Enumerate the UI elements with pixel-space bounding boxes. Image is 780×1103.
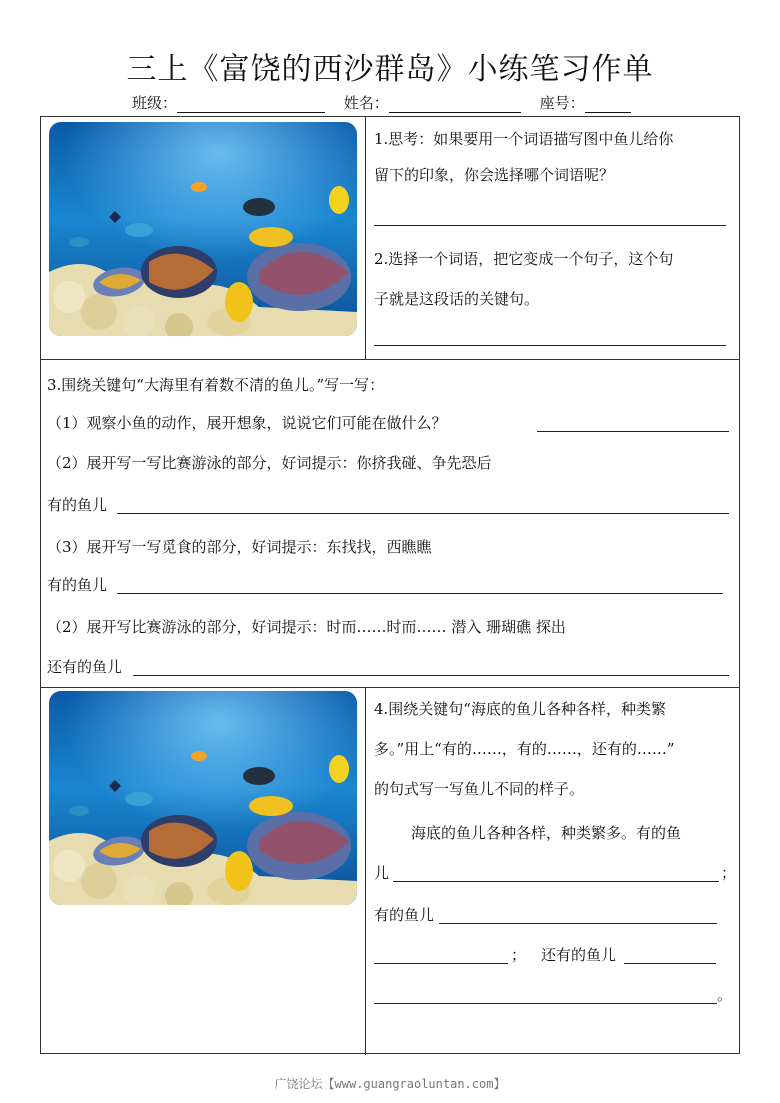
q3-part3-answer-label: 有的鱼儿 [47, 576, 108, 594]
student-info-row [132, 92, 645, 113]
q4-text-line3: 的句式写一写鱼儿不同的样子。 [374, 780, 585, 798]
q4-answer-line-1[interactable] [393, 881, 719, 882]
q3-part3: （3）展开写一写觅食的部分，好词提示：东找找，西瞧瞧 [47, 538, 432, 556]
q3-part2-answer-label: 有的鱼儿 [47, 496, 108, 514]
q4-answer-line-3b[interactable] [374, 1003, 717, 1004]
q4-text-line1: 4.围绕关键句“海底的鱼儿各种各样，种类繁 [374, 700, 666, 718]
q4-label-3: 还有的鱼儿 [541, 946, 617, 964]
q4-cont1: 儿 [374, 864, 390, 882]
q4-semicolon-1: ； [721, 864, 737, 882]
fish-reef-image-2 [49, 691, 357, 905]
q3-title: 3.围绕关键句“大海里有着数不清的鱼儿。”写一写： [47, 376, 385, 394]
col-divider-2 [365, 687, 366, 1055]
q4-end-mark: 。 [717, 986, 733, 1004]
q3-part4-answer-line[interactable] [133, 675, 729, 676]
q3-part2: （2）展开写一写比赛游泳的部分，好词提示：你挤我碰、争先恐后 [47, 454, 492, 472]
class-label: 班级： [132, 94, 178, 112]
q3-part1-answer-line[interactable] [537, 431, 729, 432]
col-divider-1 [365, 117, 366, 359]
seat-blank[interactable] [585, 96, 631, 113]
fish-reef-image-1 [49, 122, 357, 336]
q4-semicolon-2: ； [511, 946, 527, 964]
row-divider-1 [41, 359, 739, 360]
worksheet-table [40, 116, 740, 1054]
footer-watermark: 广饶论坛【www.guangraoluntan.com】 [274, 1077, 506, 1091]
q3-part3-answer-line[interactable] [117, 593, 723, 594]
q1-answer-line[interactable] [374, 225, 726, 226]
row-divider-2 [41, 687, 739, 688]
q4-answer-line-2b[interactable] [374, 963, 508, 964]
seat-label: 座号： [539, 94, 585, 112]
q3-part2-answer-line[interactable] [117, 513, 729, 514]
worksheet-title: 三上《富饶的西沙群岛》小练笔习作单 [126, 52, 654, 87]
name-blank[interactable] [389, 96, 521, 113]
q2-text-line2: 子就是这段话的关键句。 [374, 290, 540, 308]
q4-answer-line-2[interactable] [439, 923, 717, 924]
q4-answer-line-3[interactable] [624, 963, 716, 964]
q3-part4: （2）展开写比赛游泳的部分，好词提示：时而……时而…… 潜入 珊瑚礁 探出 [47, 618, 566, 636]
q3-part4-answer-label: 还有的鱼儿 [47, 658, 123, 676]
q4-text-line2: 多。”用上“有的……，有的……，还有的……” [374, 740, 675, 758]
q2-answer-line[interactable] [374, 345, 726, 346]
q2-text-line1: 2.选择一个词语，把它变成一个句子，这个句 [374, 250, 674, 268]
class-blank[interactable] [177, 96, 325, 113]
q4-label-2: 有的鱼儿 [374, 906, 435, 924]
q1-text-line2: 留下的印象，你会选择哪个词语呢？ [374, 166, 615, 184]
q4-paragraph-start: 海底的鱼儿各种各样，种类繁多。有的鱼 [411, 824, 682, 842]
q1-text-line1: 1.思考：如果要用一个词语描写图中鱼儿给你 [374, 130, 674, 148]
q3-part1: （1）观察小鱼的动作，展开想象，说说它们可能在做什么？ [47, 414, 447, 432]
name-label: 姓名： [343, 94, 389, 112]
